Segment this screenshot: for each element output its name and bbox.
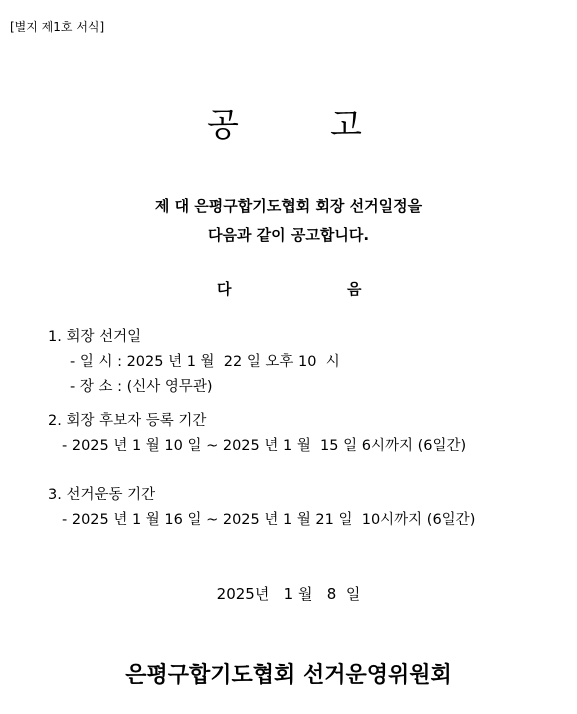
- section-heading: 1. 회장 선거일: [48, 329, 142, 345]
- section-heading: 3. 선거운동 기간: [48, 487, 156, 503]
- section-heading: 2. 회장 후보자 등록 기간: [48, 413, 207, 429]
- registration-period: - 2025 년 1 월 10 일 ~ 2025 년 1 월 15 일 6시까지 (6일간): [62, 438, 467, 454]
- election-datetime: - 일 시 : 2025 년 1 월 22 일 오후 10 시: [70, 354, 340, 370]
- intro-line-2: 다음과 같이 공고합니다.: [207, 226, 370, 244]
- form-label: [별지 제1호 서식]: [10, 20, 105, 34]
- committee-name: 은평구합기도협회 선거운영위원회: [125, 663, 452, 688]
- details-char-right: 음: [347, 280, 362, 298]
- campaign-period: - 2025 년 1 월 16 일 ~ 2025 년 1 월 21 일 10시까지 (6일간): [62, 512, 476, 528]
- title-char-left: 공: [207, 105, 239, 144]
- title-char-right: 고: [330, 105, 362, 144]
- intro-line-1: 제 대 은평구합기도협회 회장 선거일정을: [154, 197, 423, 215]
- details-char-left: 다: [217, 280, 232, 298]
- notice-date: 2025년 1 월 8 일: [216, 585, 361, 603]
- election-place: - 장 소 : (신사 영무관): [70, 379, 213, 395]
